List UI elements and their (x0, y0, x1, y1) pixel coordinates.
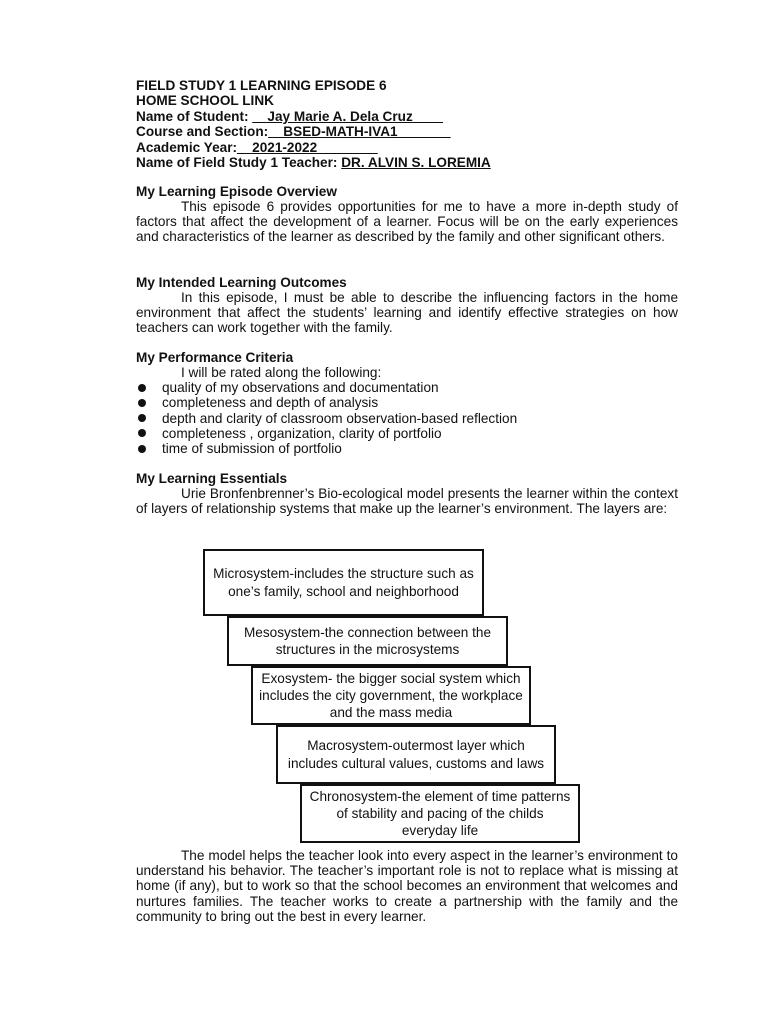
course-section-label: Course and Section: (136, 124, 269, 140)
episode-subtitle: HOME SCHOOL LINK (136, 93, 274, 109)
criteria-item: quality of my observations and documentation (136, 380, 517, 395)
student-name-line (136, 109, 681, 124)
criteria-item: completeness and depth of analysis (136, 395, 517, 410)
criteria-item: time of submission of portfolio (136, 441, 517, 456)
criteria-heading: My Performance Criteria (136, 350, 294, 365)
exosystem-box: Exosystem- the bigger social system which includes the city government, the workplace and the mass media (251, 666, 531, 725)
academic-year-label: Academic Year: (136, 139, 238, 155)
academic-year-line (136, 140, 681, 155)
teacher-value: DR. ALVIN S. LOREMIA (341, 154, 491, 170)
teacher-line (136, 155, 681, 170)
course-section-value: __BSED-MATH-IVA1_______ (268, 124, 451, 140)
chronosystem-box: Chronosystem-the element of time patterns of stability and pacing of the childs everyday life (300, 784, 580, 843)
criteria-item: completeness , organization, clarity of portfolio (136, 426, 517, 441)
course-section-line (136, 124, 681, 139)
criteria-item: depth and clarity of classroom observation-based reflection (136, 411, 517, 426)
teacher-label: Name of Field Study 1 Teacher: (136, 154, 342, 170)
criteria-intro: I will be rated along the following: (181, 365, 382, 380)
academic-year-value: __2021-2022________ (237, 139, 378, 155)
essentials-paragraph: Urie Bronfenbrenner’s Bio-ecological model presents the learner within the context of layers of relationship systems that make up the learner’s environment. The layers are: (136, 486, 678, 517)
essentials-heading: My Learning Essentials (136, 471, 288, 486)
microsystem-box: Microsystem-includes the structure such as one’s family, school and neighborhood (203, 549, 484, 616)
criteria-list (136, 380, 517, 456)
student-name-value: __Jay Marie A. Dela Cruz____ (252, 108, 443, 124)
overview-paragraph: This episode 6 provides opportunities for me to have a more in-depth study of factors that affect the development of a learner. Focus will be on the early experiences and characteristics of the learner as described by the family and other significant others. (136, 199, 678, 245)
document-header (136, 78, 681, 170)
mesosystem-box: Mesosystem-the connection between the structures in the microsystems (227, 616, 508, 666)
overview-heading: My Learning Episode Overview (136, 184, 337, 199)
outcomes-heading: My Intended Learning Outcomes (136, 275, 347, 290)
macrosystem-box: Macrosystem-outermost layer which includes cultural values, customs and laws (276, 725, 556, 784)
outcomes-paragraph: In this episode, I must be able to describe the influencing factors in the home environment that affect the students’ learning and identify effective strategies on how teachers can work together with the family. (136, 290, 678, 336)
student-name-label: Name of Student: (136, 108, 253, 124)
closing-paragraph: The model helps the teacher look into every aspect in the learner’s environment to understand his behavior. The teacher’s important role is not to replace what is missing at home (if any), but to work so that the school becomes an environment that welcomes and nurtures families. The teacher works to create a partnership with the family and the community to bring out the best in every learner. (136, 848, 678, 924)
episode-title: FIELD STUDY 1 LEARNING EPISODE 6 (136, 78, 387, 93)
